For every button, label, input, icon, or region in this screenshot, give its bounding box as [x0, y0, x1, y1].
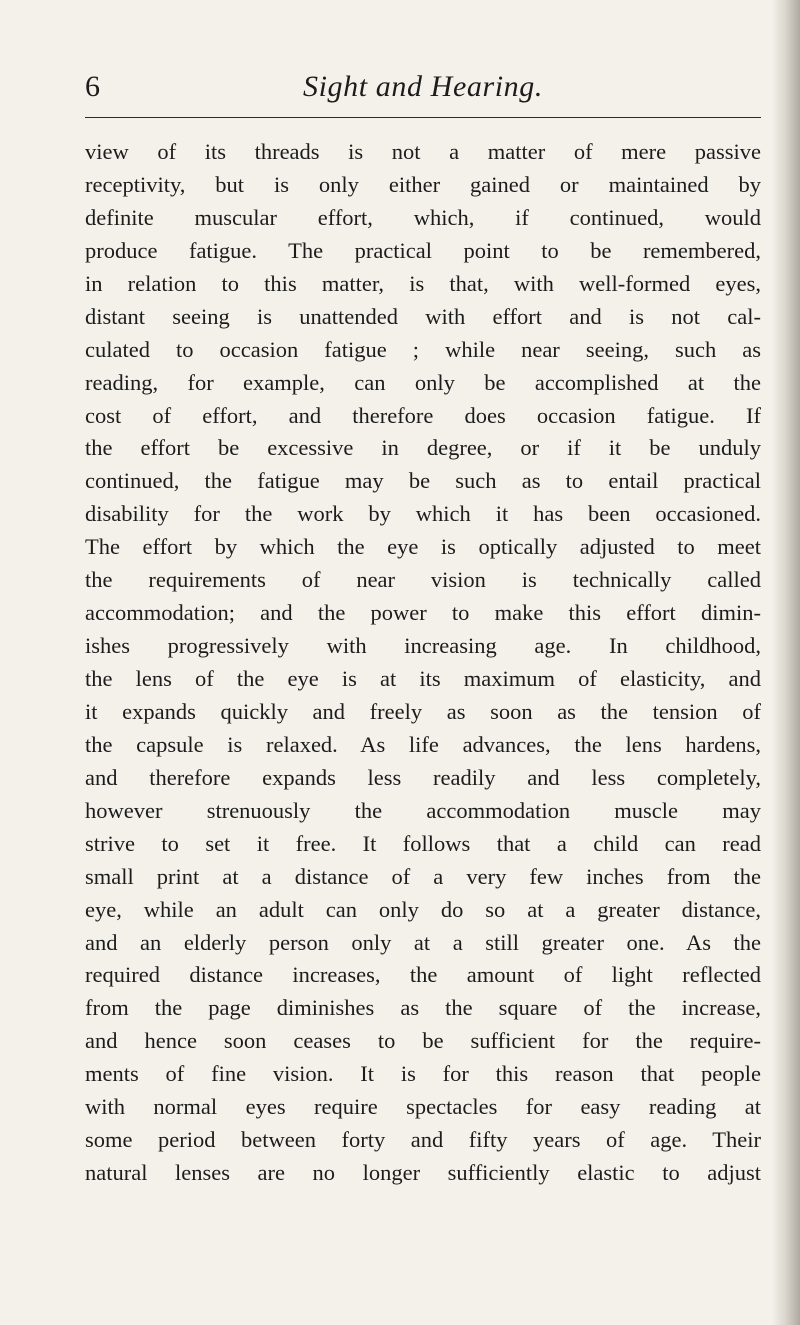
- text-line: accommodation; and the power to make this effort dimin-: [85, 600, 761, 626]
- text-line: natural lenses are no longer sufficiently elastic to adjust: [85, 1160, 761, 1186]
- text-line: small print at a distance of a very few inches from the: [85, 863, 761, 889]
- body-paragraph: [85, 136, 761, 1190]
- text-line: continued, the fatigue may be such as to entail practical: [85, 468, 761, 494]
- text-line: however strenuously the accommodation muscle may: [85, 797, 761, 823]
- text-line: cost of effort, and therefore does occasion fatigue. If: [85, 402, 761, 428]
- text-line: culated to occasion fatigue ; while near seeing, such as: [85, 336, 761, 362]
- text-line: receptivity, but is only either gained or maintained by: [85, 171, 761, 197]
- text-line: the requirements of near vision is technically called: [85, 567, 761, 593]
- text-line: it expands quickly and freely as soon as the tension of: [85, 698, 761, 724]
- text-line: distant seeing is unattended with effort and is not cal-: [85, 303, 761, 329]
- text-line: ishes progressively with increasing age. In childhood,: [85, 633, 761, 659]
- text-line: disability for the work by which it has been occasioned.: [85, 501, 761, 527]
- text-line: The effort by which the eye is optically adjusted to meet: [85, 534, 761, 560]
- text-line: from the page diminishes as the square of the increase,: [85, 995, 761, 1021]
- text-line: and therefore expands less readily and less completely,: [85, 764, 761, 790]
- text-line: some period between forty and fifty years of age. Their: [85, 1127, 761, 1153]
- text-line: the capsule is relaxed. As life advances, the lens hardens,: [85, 731, 761, 757]
- text-line: reading, for example, can only be accomplished at the: [85, 369, 761, 395]
- page-header: [85, 62, 761, 112]
- running-title: Sight and Hearing.: [303, 70, 543, 103]
- text-line: and an elderly person only at a still greater one. As the: [85, 929, 761, 955]
- text-line: strive to set it free. It follows that a child can read: [85, 830, 761, 856]
- text-line: required distance increases, the amount of light reflected: [85, 962, 761, 988]
- text-line: the lens of the eye is at its maximum of elasticity, and: [85, 666, 761, 691]
- text-line: in relation to this matter, is that, with well-formed eyes,: [85, 270, 761, 296]
- text-line: eye, while an adult can only do so at a greater distance,: [85, 896, 761, 922]
- text-line: ments of fine vision. It is for this reason that people: [85, 1061, 761, 1087]
- header-rule: [85, 117, 761, 118]
- text-line: produce fatigue. The practical point to be remembered,: [85, 237, 761, 263]
- page-edge-shadow: [772, 0, 800, 1325]
- text-line: definite muscular effort, which, if continued, would: [85, 204, 761, 230]
- text-line: with normal eyes require spectacles for easy reading at: [85, 1094, 761, 1120]
- page-number: 6: [85, 70, 101, 103]
- text-line: view of its threads is not a matter of mere passive: [85, 139, 761, 164]
- text-line: and hence soon ceases to be sufficient for the require-: [85, 1028, 761, 1054]
- text-line: the effort be excessive in degree, or if it be unduly: [85, 435, 761, 461]
